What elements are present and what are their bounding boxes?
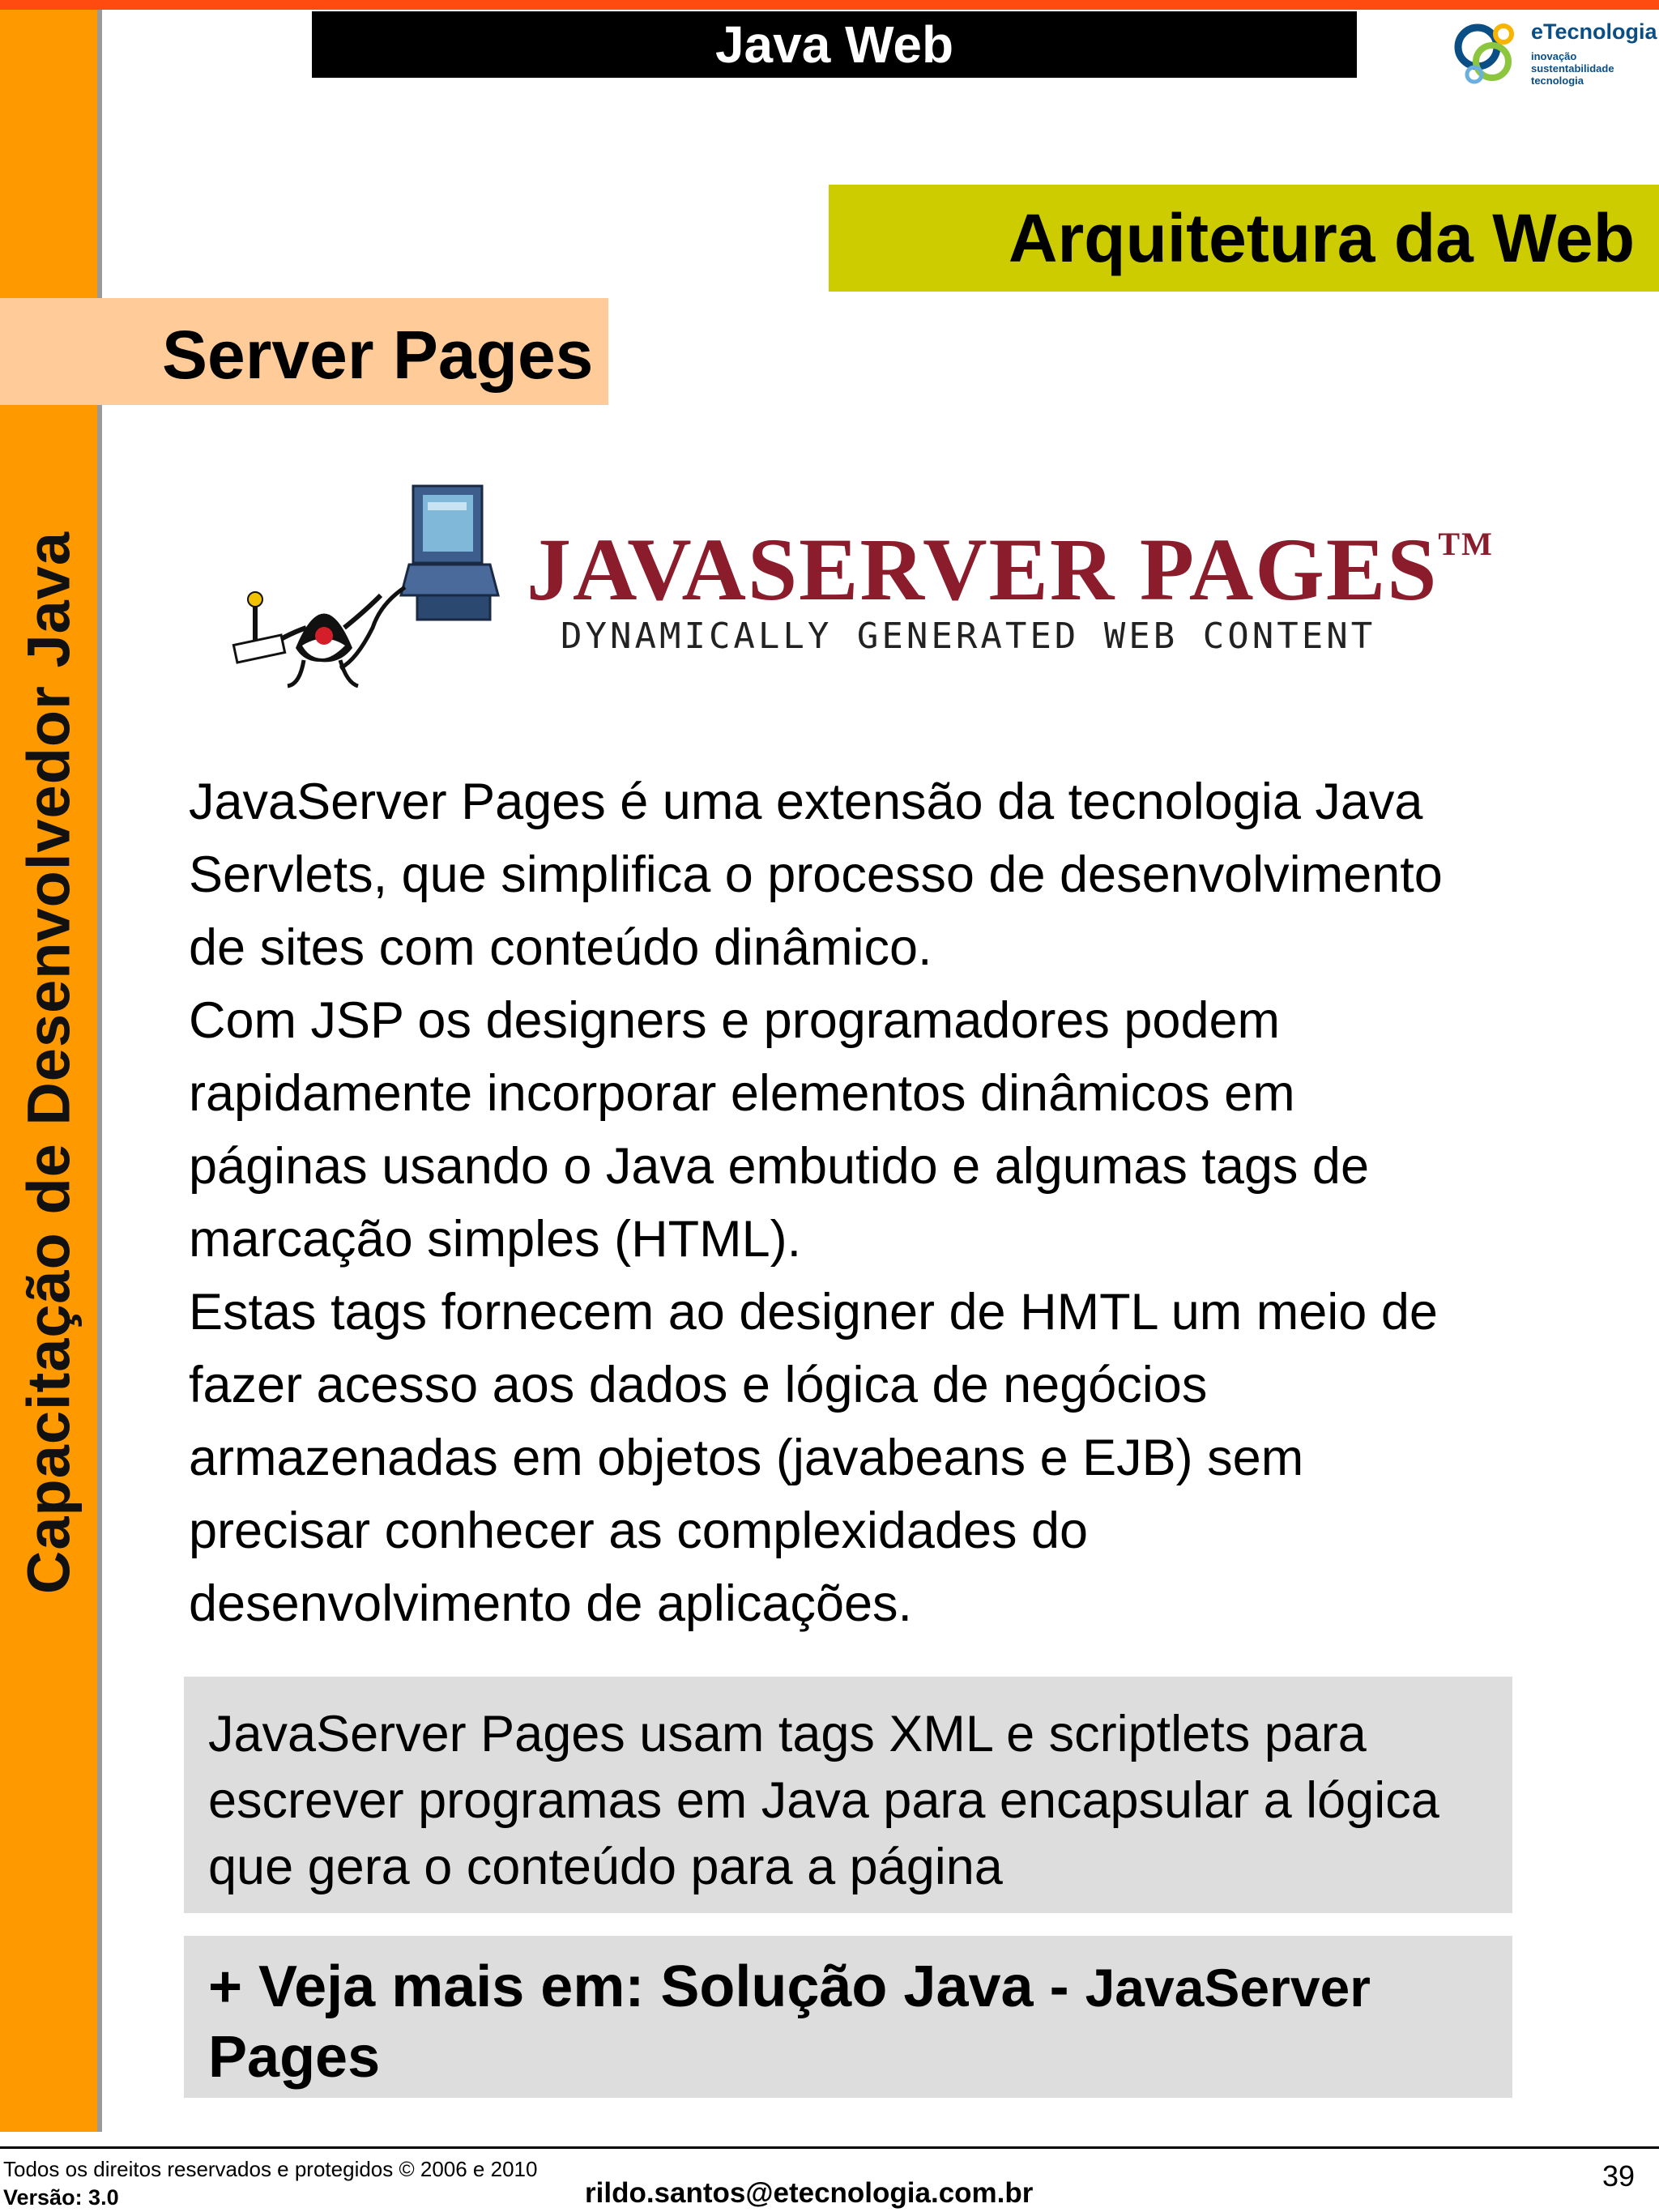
footer-version: Versão: 3.0 [3, 2185, 119, 2210]
etecnologia-logo [1450, 15, 1657, 96]
body-paragraph-1: JavaServer Pages é uma extensão da tecnologia Java Servlets, que simplifica o processo de desenvolvimento de sites com conteúdo dinâmico. [189, 774, 1443, 976]
etecnologia-rings-icon [1450, 15, 1528, 92]
jsp-logo [219, 474, 1494, 697]
note-text: JavaServer Pages usam tags XML e scriptlets para escrever programas em Java para encapsular a lógica que gera o conteúdo para a página [208, 1706, 1439, 1895]
body-text [189, 765, 1485, 1640]
jsp-logo-title [527, 518, 1494, 621]
see-more-box [184, 1936, 1512, 2098]
jsp-logo-title-text: JAVASERVER PAGES [527, 520, 1439, 619]
note-box [184, 1677, 1512, 1913]
header-title: Java Web [312, 11, 1357, 78]
footer-email[interactable]: rildo.santos@etecnologia.com.br [585, 2177, 1034, 2209]
see-more-link[interactable]: JavaServer [1085, 1958, 1371, 2018]
jsp-logo-trademark: TM [1438, 526, 1494, 562]
logo-tagline-1: inovação [1531, 50, 1577, 62]
section-title: Arquitetura da Web [1008, 200, 1635, 276]
subtitle-banner [0, 298, 608, 405]
body-paragraph-2: Com JSP os designers e programadores podem rapidamente incorporar elementos dinâmicos em páginas usando o Java embutido e algumas tags de marcação simples (HTML). [189, 992, 1369, 1268]
jsp-logo-subtitle: DYNAMICALLY GENERATED WEB CONTENT [561, 616, 1376, 657]
section-title-banner [829, 185, 1659, 292]
logo-tagline-3: tecnologia [1531, 75, 1584, 87]
top-accent-bar [0, 0, 1659, 10]
footer-divider [0, 2146, 1659, 2149]
sidebar-label: Capacitação de Desenvolvedor Java [15, 531, 83, 1595]
subtitle: Server Pages [162, 317, 594, 393]
duke-mascot-with-computer-icon [219, 474, 510, 697]
see-more-prefix: + Veja mais em: Solução Java - [208, 1954, 1085, 2019]
footer-copyright: Todos os direitos reservados e protegidos © 2006 e 2010 [3, 2157, 538, 2181]
page-number: 39 [1602, 2159, 1636, 2193]
see-more-suffix[interactable]: Pages [208, 2025, 381, 2090]
body-paragraph-3: Estas tags fornecem ao designer de HMTL um meio de fazer acesso aos dados e lógica de negócios armazenadas em objetos (javabeans e EJB) sem precisar conhecer as complexidades do desenvolvimento de aplicações. [189, 1284, 1438, 1632]
see-more-text [208, 1952, 1504, 2092]
logo-tagline-2: sustentabilidade [1531, 62, 1614, 75]
logo-name: eTecnologia [1531, 19, 1657, 44]
